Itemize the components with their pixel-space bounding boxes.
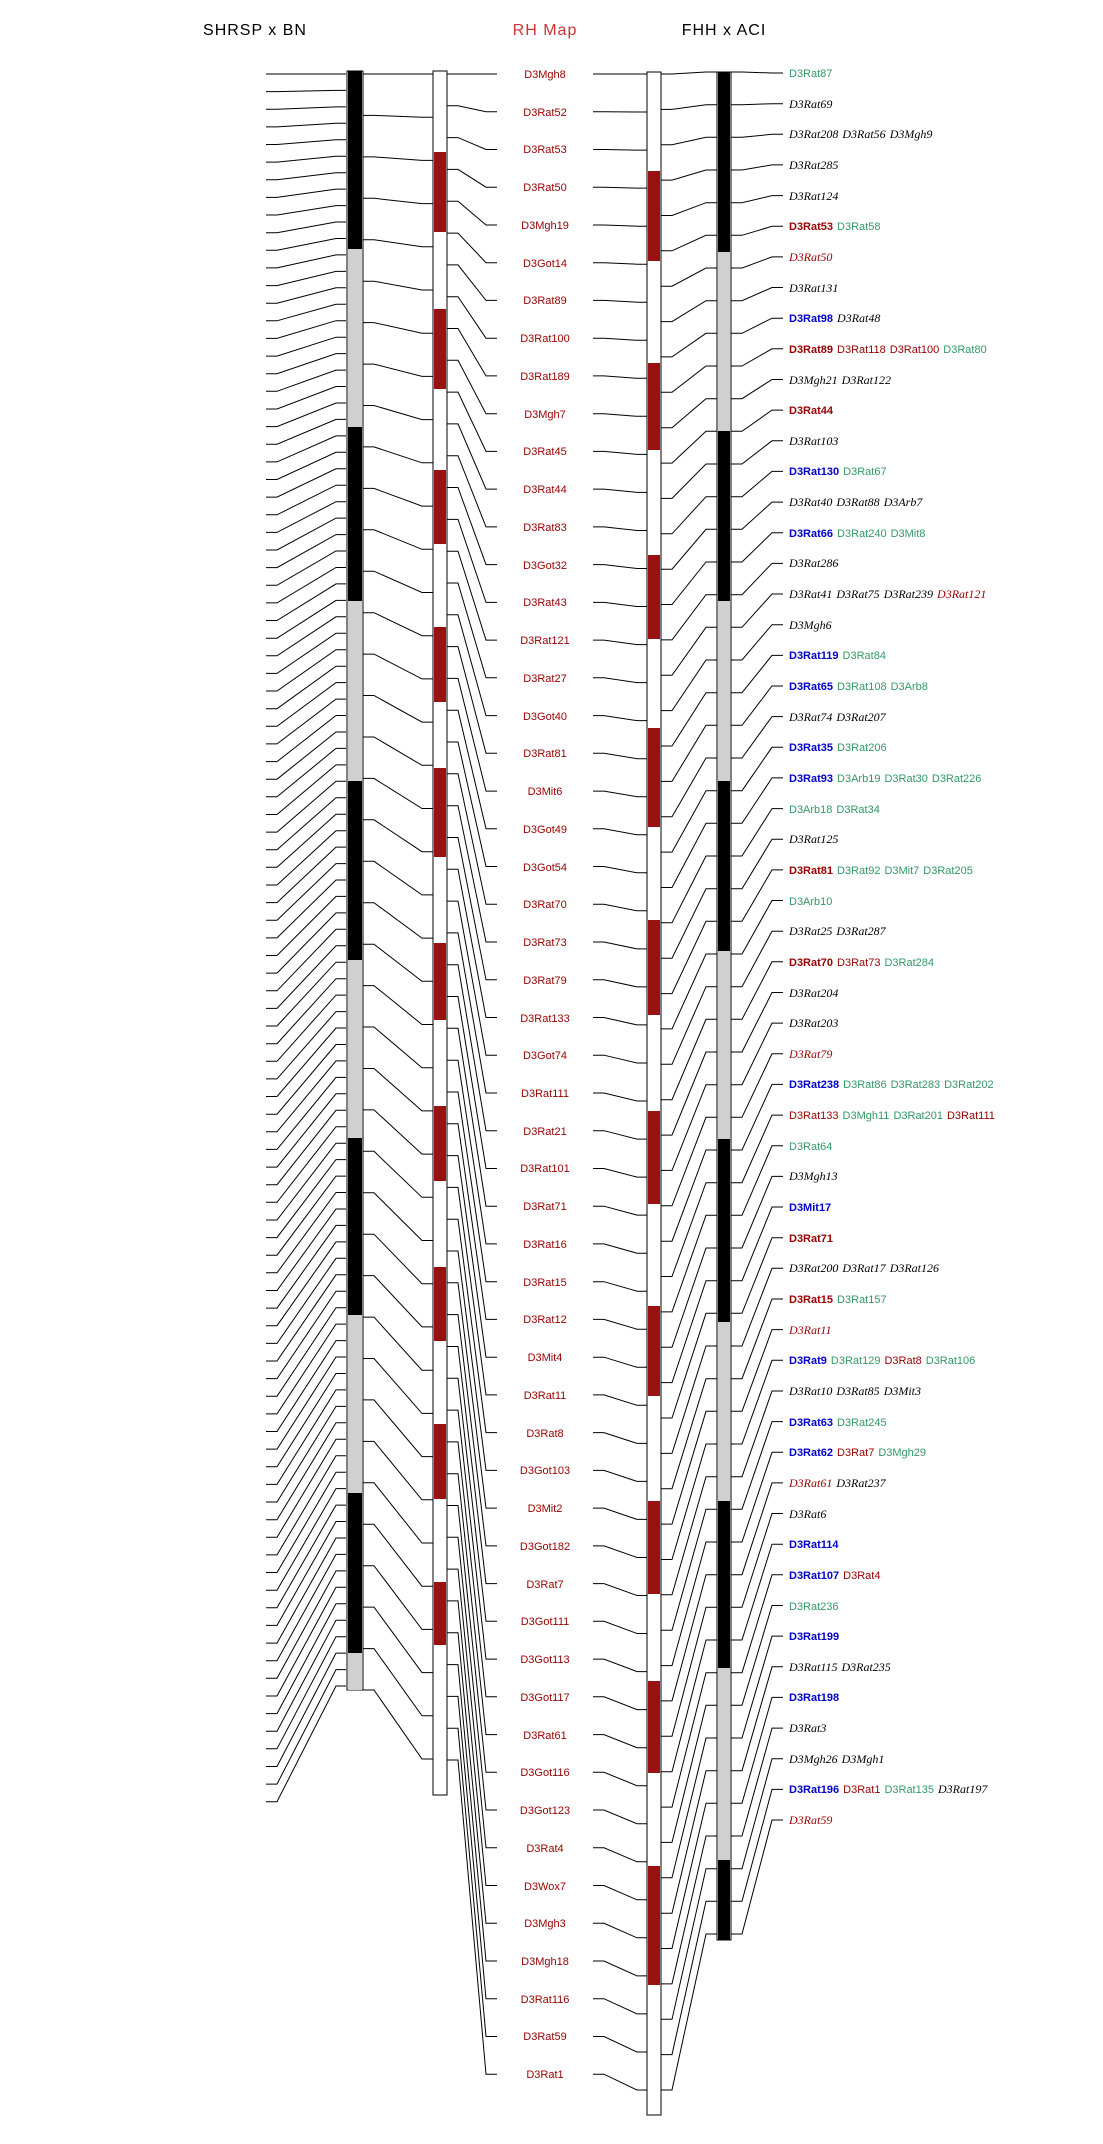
marker-label: D3Rat64 <box>789 1140 833 1153</box>
fhh-marker-row <box>787 279 840 297</box>
marker-label: D3Rat59 <box>789 1813 833 1828</box>
rh-marker-row <box>445 329 645 347</box>
marker-label: D3Rat56 <box>842 127 886 142</box>
marker-label: D3Rat236 <box>789 1600 839 1613</box>
fhh-marker-row <box>787 1535 841 1553</box>
fhh-marker-row <box>787 616 834 634</box>
marker-label: D3Rat1 <box>843 1784 881 1797</box>
marker-label: D3Rat35 <box>789 742 834 755</box>
marker-label: D3Arb18 <box>789 803 833 816</box>
rh-marker-row <box>445 1839 645 1857</box>
marker-label: D3Rat235 <box>841 1659 891 1674</box>
marker-label: D3Rat58 <box>837 221 881 234</box>
marker-label: D3Rat81 <box>523 748 567 761</box>
marker-label: D3Rat237 <box>836 1475 886 1490</box>
marker-label: D3Rat116 <box>520 1993 570 2006</box>
fhh-marker-row <box>787 1413 889 1431</box>
rh-marker-row <box>445 1877 645 1895</box>
marker-label: D3Rat86 <box>843 1079 887 1092</box>
marker-label: D3Rat118 <box>837 343 886 356</box>
fhh-marker-row <box>787 1106 997 1124</box>
marker-label: D3Rat9 <box>789 1355 827 1368</box>
rh-marker-row <box>445 140 645 158</box>
marker-label: D3Rat283 <box>890 1079 941 1092</box>
marker-label: D3Rat238 <box>789 1079 840 1092</box>
fhh-marker-row <box>787 1688 841 1706</box>
marker-label: D3Rat121 <box>937 587 987 602</box>
marker-label: D3Rat124 <box>789 188 839 203</box>
marker-label: D3Got32 <box>522 559 568 572</box>
marker-label: D3Rat3 <box>789 1721 827 1736</box>
marker-label: D3Rat135 <box>884 1784 934 1797</box>
rh-marker-row <box>445 1197 645 1215</box>
marker-label: D3Rat100 <box>889 343 940 356</box>
rh-marker-row <box>445 1990 645 2008</box>
marker-label: D3Rat126 <box>889 1261 940 1276</box>
marker-label: D3Rat67 <box>843 466 887 479</box>
rh-marker-row <box>445 442 645 460</box>
marker-label: D3Rat206 <box>837 742 887 755</box>
rh-marker-row <box>445 1046 645 1064</box>
rh-marker-row <box>445 1726 645 1744</box>
marker-label: D3Rat66 <box>789 527 834 540</box>
marker-label: D3Rat69 <box>789 96 833 111</box>
fhh-marker-row <box>787 95 834 113</box>
marker-label: D3Rat133 <box>789 1110 839 1123</box>
marker-label: D3Rat129 <box>830 1355 881 1368</box>
marker-label: D3Rat108 <box>837 681 887 693</box>
marker-label: D3Rat125 <box>789 832 839 847</box>
marker-label: D3Rat202 <box>944 1079 994 1092</box>
marker-label: D3Rat10 <box>789 1383 833 1398</box>
marker-label: D3Rat203 <box>789 1016 839 1031</box>
fhh-marker-row <box>787 861 975 879</box>
marker-label: D3Rat11 <box>789 1322 832 1337</box>
rh-marker-row <box>445 1348 645 1366</box>
fhh-marker-row <box>787 1014 840 1032</box>
rh-marker-row <box>445 1499 645 1517</box>
marker-label: D3Mgh1 <box>841 1751 885 1766</box>
marker-label: D3Got113 <box>520 1654 570 1667</box>
fhh-marker-row <box>787 371 893 389</box>
marker-label: D3Rat284 <box>884 956 934 969</box>
marker-label: D3Rat40 <box>789 495 833 510</box>
rh-marker-row <box>445 782 645 800</box>
marker-label: D3Rat121 <box>520 635 570 648</box>
marker-label: D3Mit3 <box>883 1383 922 1398</box>
marker-label: D3Mit4 <box>527 1352 563 1365</box>
marker-label: D3Rat103 <box>789 433 839 448</box>
marker-label: D3Rat106 <box>925 1355 976 1368</box>
marker-label: D3Rat62 <box>789 1447 834 1460</box>
marker-label: D3Rat207 <box>836 709 886 724</box>
fhh-marker-row <box>787 1597 841 1615</box>
fhh-marker-row <box>787 125 934 143</box>
fhh-marker-row <box>787 401 835 419</box>
marker-label: D3Rat53 <box>789 221 834 234</box>
fhh-marker-row <box>787 1351 977 1369</box>
marker-label: D3Mgh3 <box>524 1918 566 1931</box>
fhh-marker-row <box>787 708 888 726</box>
marker-label: D3Rat197 <box>937 1782 988 1797</box>
rh-marker-row <box>445 1612 645 1630</box>
marker-label: D3Rat7 <box>526 1578 564 1591</box>
marker-label: D3Rat201 <box>893 1110 943 1123</box>
rh-marker-row <box>445 367 645 385</box>
marker-label: D3Rat8 <box>526 1427 564 1440</box>
marker-label: D3Rat79 <box>523 974 567 987</box>
rh-marker-row <box>445 1801 645 1819</box>
marker-label: D3Got40 <box>522 710 568 723</box>
marker-label: D3Got116 <box>520 1767 570 1780</box>
marker-label: D3Rat239 <box>883 587 934 602</box>
fhh-marker-row <box>787 340 989 358</box>
marker-label: D3Rat119 <box>789 650 839 663</box>
marker-label: D3Rat157 <box>837 1294 887 1306</box>
marker-label: D3Rat286 <box>789 556 839 571</box>
rh-marker-row <box>445 518 645 536</box>
marker-label: D3Rat189 <box>520 370 570 383</box>
marker-label: D3Rat93 <box>789 772 834 785</box>
marker-label: D3Rat111 <box>521 1087 569 1100</box>
marker-label: D3Rat65 <box>789 681 834 693</box>
marker-label: D3Arb10 <box>789 895 833 908</box>
marker-label: D3Got103 <box>519 1465 571 1478</box>
marker-label: D3Rat79 <box>789 1046 833 1061</box>
fhh-marker-row <box>787 922 888 940</box>
fhh-marker-row <box>787 892 834 910</box>
rh-marker-row <box>445 254 645 272</box>
rh-marker-row <box>445 744 645 762</box>
rh-marker-row <box>445 1575 645 1593</box>
marker-label: D3Rat21 <box>523 1125 567 1138</box>
rh-marker-row <box>445 1688 645 1706</box>
marker-label: D3Rat81 <box>789 864 834 877</box>
rh-marker-row <box>445 1763 645 1781</box>
fhh-marker-row <box>787 156 840 174</box>
rh-marker-row <box>445 669 645 687</box>
marker-label: D3Rat198 <box>789 1692 840 1705</box>
rh-marker-row <box>445 1273 645 1291</box>
marker-label: D3Rat80 <box>943 343 987 356</box>
marker-label: D3Rat45 <box>523 446 567 459</box>
marker-label: D3Arb8 <box>890 681 928 693</box>
fhh-marker-row <box>787 738 889 756</box>
rh-marker-row <box>445 1122 645 1140</box>
fhh-marker-row <box>787 1167 840 1185</box>
fhh-marker-row <box>787 524 927 542</box>
fhh-marker-row <box>787 217 882 235</box>
marker-label: D3Got123 <box>519 1805 571 1818</box>
fhh-marker-row <box>787 1566 882 1584</box>
marker-label: D3Rat245 <box>837 1416 887 1429</box>
marker-label: D3Rat12 <box>523 1314 567 1327</box>
marker-label: D3Rat16 <box>523 1238 567 1251</box>
rh-marker-row <box>445 933 645 951</box>
rh-marker-row <box>445 1386 645 1404</box>
marker-label: D3Rat122 <box>841 372 892 387</box>
marker-label: D3Mit7 <box>884 864 920 877</box>
fhh-marker-row <box>787 1075 996 1093</box>
rh-marker-row <box>445 216 645 234</box>
fhh-marker-row <box>787 493 924 511</box>
marker-label: D3Got111 <box>520 1616 570 1629</box>
marker-label: D3Rat89 <box>523 295 567 308</box>
marker-label: D3Rat74 <box>789 709 833 724</box>
marker-label: D3Rat73 <box>523 937 567 950</box>
marker-label: D3Arb19 <box>837 772 881 785</box>
fhh-marker-row <box>787 1780 989 1798</box>
marker-label: D3Rat27 <box>523 672 567 685</box>
rh-marker-row <box>445 1084 645 1102</box>
marker-label: D3Rat1 <box>526 2069 564 2082</box>
fhh-marker-row <box>787 1719 828 1737</box>
marker-label: D3Rat61 <box>523 1729 567 1742</box>
rh-marker-row <box>445 593 645 611</box>
marker-label: D3Mgh11 <box>842 1110 890 1123</box>
rh-marker-row <box>445 820 645 838</box>
marker-label: D3Rat199 <box>789 1631 840 1644</box>
marker-label: D3Rat6 <box>789 1506 827 1521</box>
rh-marker-row <box>445 2027 645 2045</box>
marker-label: D3Rat4 <box>843 1569 881 1582</box>
rh-marker-row <box>445 556 645 574</box>
marker-label: D3Rat71 <box>789 1232 834 1245</box>
marker-label: D3Rat8 <box>884 1355 922 1368</box>
rh-marker-row <box>445 405 645 423</box>
marker-label: D3Rat89 <box>789 343 834 356</box>
fhh-marker-row <box>787 1321 833 1339</box>
marker-label: D3Got49 <box>522 823 568 836</box>
fhh-marker-row <box>787 432 840 450</box>
fhh-marker-row <box>787 1259 941 1277</box>
rh-marker-row <box>445 707 645 725</box>
marker-label: D3Rat131 <box>789 280 839 295</box>
marker-label: D3Mgh18 <box>521 1956 569 1968</box>
marker-label: D3Rat70 <box>789 956 834 969</box>
marker-label: D3Mgh6 <box>789 617 832 632</box>
marker-label: D3Mgh21 <box>789 372 838 387</box>
marker-label: D3Mit6 <box>527 786 563 799</box>
fhh-marker-row <box>787 677 930 695</box>
fhh-marker-row <box>787 64 834 82</box>
marker-label: D3Mgh19 <box>521 219 569 232</box>
marker-label: D3Rat87 <box>789 68 833 80</box>
marker-label: D3Rat88 <box>836 495 880 510</box>
marker-label: D3Rat75 <box>836 587 880 602</box>
marker-label: D3Rat98 <box>789 313 834 326</box>
marker-label: D3Rat15 <box>789 1294 834 1306</box>
fhh-marker-row <box>787 1198 833 1216</box>
marker-label: D3Rat200 <box>789 1261 839 1276</box>
marker-label: D3Rat52 <box>523 106 567 119</box>
marker-label: D3Got117 <box>520 1691 570 1704</box>
rh-marker-row <box>445 971 645 989</box>
fhh-marker-row <box>787 554 840 572</box>
marker-label: D3Rat287 <box>836 924 886 939</box>
fhh-marker-row <box>787 1750 886 1768</box>
rh-marker-row <box>445 178 645 196</box>
rh-marker-row <box>445 65 645 83</box>
marker-label: D3Rat44 <box>523 484 567 497</box>
marker-label: D3Mgh13 <box>789 1169 838 1184</box>
marker-label: D3Rat114 <box>789 1539 839 1552</box>
marker-label: D3Rat17 <box>842 1261 886 1276</box>
rh-marker-row <box>445 895 645 913</box>
fhh-marker-row <box>787 769 983 787</box>
marker-label: D3Rat84 <box>842 650 886 663</box>
marker-label: D3Rat4 <box>526 1842 564 1855</box>
fhh-marker-row <box>787 187 840 205</box>
marker-label: D3Rat44 <box>789 405 834 418</box>
marker-label: D3Rat101 <box>520 1163 570 1176</box>
fhh-marker-row <box>787 1290 889 1308</box>
marker-label: D3Rat73 <box>837 956 881 969</box>
marker-label: D3Got74 <box>522 1050 568 1063</box>
marker-label: D3Rat133 <box>520 1012 570 1025</box>
marker-label: D3Got182 <box>519 1540 571 1553</box>
marker-label: D3Rat59 <box>523 2031 567 2044</box>
fhh-marker-row <box>787 953 936 971</box>
left-map-title: SHRSP x BN <box>203 22 307 39</box>
marker-label: D3Rat71 <box>523 1201 567 1214</box>
fhh-marker-row <box>787 1811 834 1829</box>
rh-marker-row <box>445 1009 645 1027</box>
marker-label: D3Rat15 <box>523 1276 567 1289</box>
marker-label: D3Rat7 <box>837 1447 875 1460</box>
marker-label: D3Rat25 <box>789 924 833 939</box>
marker-label: D3Rat53 <box>523 144 567 157</box>
marker-label: D3Rat107 <box>789 1569 840 1582</box>
marker-label: D3Mgh8 <box>524 69 566 81</box>
fhh-marker-row <box>787 1474 888 1492</box>
marker-label: D3Rat208 <box>789 127 839 142</box>
marker-label: D3Mit2 <box>527 1503 563 1516</box>
marker-label: D3Rat11 <box>523 1389 567 1402</box>
fhh-marker-row <box>787 585 988 603</box>
marker-label: D3Rat83 <box>523 521 567 534</box>
marker-label: D3Rat34 <box>836 803 880 816</box>
fhh-marker-row <box>787 1137 834 1155</box>
marker-label: D3Rat111 <box>946 1110 995 1123</box>
marker-label: D3Wox7 <box>524 1880 566 1893</box>
fhh-marker-row <box>787 984 840 1002</box>
rh-marker-row <box>445 1235 645 1253</box>
marker-label: D3Mgh29 <box>878 1447 927 1460</box>
marker-label: D3Rat30 <box>884 772 928 785</box>
marker-label: D3Rat50 <box>789 249 833 264</box>
fhh-marker-row <box>787 1229 835 1247</box>
fhh-marker-row <box>787 462 889 480</box>
marker-label: D3Rat43 <box>523 597 567 610</box>
rh-marker-row <box>445 2065 645 2083</box>
rh-marker-row <box>445 1650 645 1668</box>
fhh-marker-row <box>787 248 834 266</box>
marker-label: D3Mit8 <box>890 527 926 540</box>
marker-label: D3Rat63 <box>789 1416 834 1429</box>
fhh-marker-row <box>787 830 840 848</box>
marker-label: D3Rat205 <box>923 864 973 877</box>
fhh-marker-row <box>787 800 882 818</box>
rh-marker-row <box>445 291 645 309</box>
rh-marker-row <box>445 1952 645 1970</box>
rh-marker-row <box>445 1461 645 1479</box>
marker-label: D3Rat226 <box>931 772 982 785</box>
rh-marker-row <box>445 1914 645 1932</box>
marker-label: D3Mgh7 <box>524 408 566 421</box>
rh-map-title: RH Map <box>512 22 578 39</box>
marker-label: D3Rat240 <box>837 527 887 540</box>
marker-label: D3Mit17 <box>789 1202 832 1215</box>
marker-label: D3Rat61 <box>789 1475 833 1490</box>
fhh-marker-row <box>787 1045 834 1063</box>
marker-label: D3Rat285 <box>789 157 839 172</box>
marker-label: D3Rat130 <box>789 466 840 479</box>
marker-label: D3Mgh9 <box>889 127 933 142</box>
fhh-marker-row <box>787 1443 928 1461</box>
marker-label: D3Rat92 <box>837 864 881 877</box>
right-map-title: FHH x ACI <box>681 22 767 39</box>
rh-marker-row <box>445 1537 645 1555</box>
rh-marker-row <box>445 103 645 121</box>
marker-label: D3Rat100 <box>520 333 570 346</box>
marker-label: D3Rat204 <box>789 985 839 1000</box>
rh-marker-row <box>445 631 645 649</box>
marker-label: D3Rat115 <box>789 1659 838 1674</box>
rh-marker-row <box>445 858 645 876</box>
marker-label: D3Rat50 <box>523 182 567 195</box>
marker-label: D3Rat85 <box>836 1383 880 1398</box>
fhh-marker-row <box>787 309 882 327</box>
fhh-marker-row <box>787 1658 893 1676</box>
marker-label: D3Rat196 <box>789 1784 840 1797</box>
rh-marker-row <box>445 1159 645 1177</box>
marker-label: D3Rat41 <box>789 587 833 602</box>
marker-label: D3Arb7 <box>883 495 923 510</box>
marker-label: D3Got14 <box>522 257 568 270</box>
rh-marker-row <box>445 480 645 498</box>
fhh-marker-row <box>787 1627 841 1645</box>
marker-label: D3Mgh26 <box>789 1751 838 1766</box>
marker-label: D3Rat70 <box>523 899 567 912</box>
marker-label: D3Got54 <box>522 861 568 874</box>
fhh-marker-row <box>787 1382 923 1400</box>
fhh-marker-row <box>787 646 888 664</box>
fhh-marker-row <box>787 1505 828 1523</box>
rh-marker-row <box>445 1424 645 1442</box>
rh-marker-row <box>445 1310 645 1328</box>
marker-label: D3Rat48 <box>837 311 881 326</box>
